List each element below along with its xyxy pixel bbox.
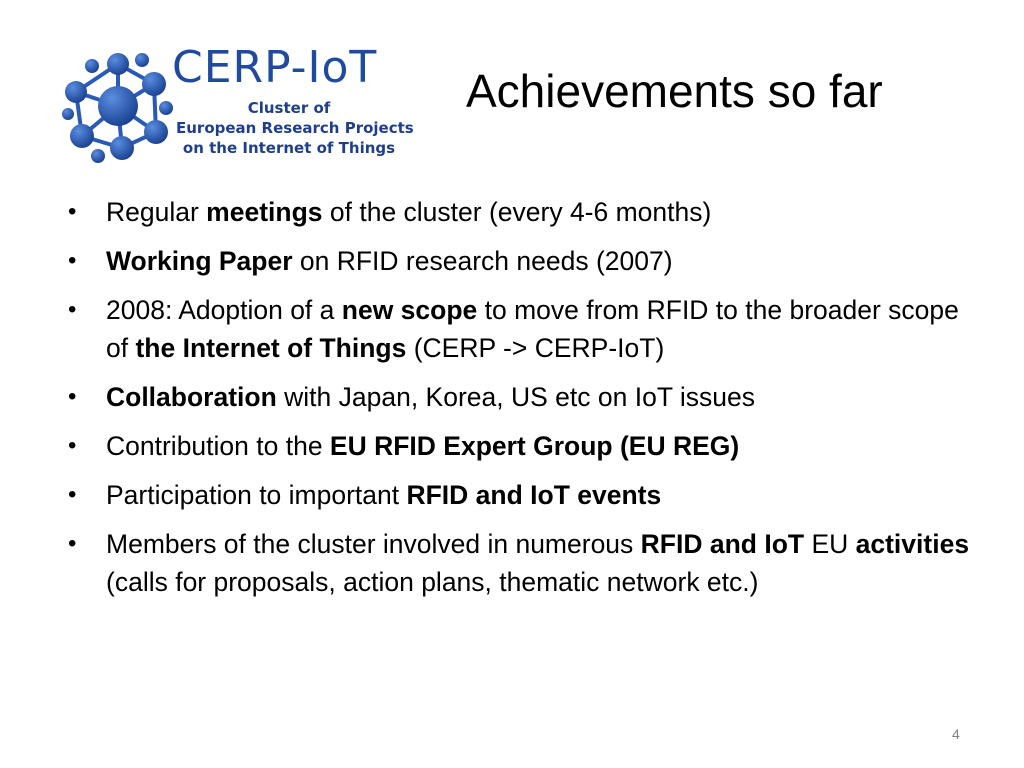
bullet-run: of the cluster (every 4-6 months)	[322, 197, 712, 227]
bullet-marker: •	[68, 247, 77, 274]
bullet-emphasis: EU RFID Expert Group (EU REG)	[329, 431, 740, 461]
bullet-text	[106, 295, 959, 363]
logo-tagline-line: European Research Projects	[176, 119, 414, 137]
bullet-text	[106, 197, 711, 227]
logo-tagline-line: on the Internet of Things	[182, 139, 396, 157]
bullet-text	[106, 246, 673, 276]
bullet-item	[66, 427, 986, 465]
bullet-marker: •	[68, 296, 77, 323]
page-number: 4	[952, 726, 960, 742]
bullet-marker: •	[68, 198, 77, 225]
bullet-item	[66, 378, 986, 416]
bullet-run: with Japan, Korea, US etc on IoT issues	[276, 382, 756, 412]
logo-wordmark: CERP-IoT	[172, 42, 378, 93]
bullet-run: (CERP -> CERP-IoT)	[406, 333, 665, 363]
cerp-iot-logo	[62, 42, 414, 168]
bullet-emphasis: Working Paper	[106, 246, 293, 276]
bullet-item	[66, 476, 986, 514]
bullet-run: Participation to important	[106, 480, 407, 510]
bullet-item	[66, 242, 986, 280]
bullet-emphasis: new scope	[341, 295, 478, 325]
bullet-run: to move from RFID to the broader scope of	[106, 295, 959, 363]
bullet-text	[106, 431, 739, 461]
bullet-run: on RFID research needs (2007)	[292, 246, 673, 276]
bullet-emphasis: activities	[855, 529, 970, 559]
bullet-text	[106, 529, 969, 597]
bullet-emphasis: RFID and IoT	[640, 529, 805, 559]
bullet-item	[66, 291, 986, 367]
bullet-marker: •	[68, 481, 77, 508]
bullet-run: Regular	[106, 197, 207, 227]
logo-tagline-line: Cluster of	[247, 99, 331, 117]
network-cluster-icon	[62, 48, 174, 164]
bullet-run: Contribution to the	[106, 431, 330, 461]
bullet-marker: •	[68, 383, 77, 410]
bullet-emphasis: Collaboration	[106, 382, 277, 412]
bullet-emphasis: RFID and IoT events	[406, 480, 662, 510]
bullet-marker: •	[68, 530, 77, 557]
bullet-run: Members of the cluster involved in numerous	[106, 529, 641, 559]
bullet-run: 2008: Adoption of a	[106, 295, 342, 325]
bullet-run: (calls for proposals, action plans, thematic network etc.)	[106, 567, 759, 597]
logo-tagline	[176, 98, 414, 158]
bullet-list	[66, 193, 986, 612]
bullet-marker: •	[68, 432, 77, 459]
bullet-emphasis: meetings	[206, 197, 323, 227]
bullet-text	[106, 382, 755, 412]
bullet-text	[106, 480, 661, 510]
bullet-item	[66, 193, 986, 231]
bullet-item	[66, 525, 986, 601]
slide-title: Achievements so far	[466, 65, 883, 117]
bullet-run: EU	[804, 529, 856, 559]
bullet-emphasis: the Internet of Things	[135, 333, 407, 363]
